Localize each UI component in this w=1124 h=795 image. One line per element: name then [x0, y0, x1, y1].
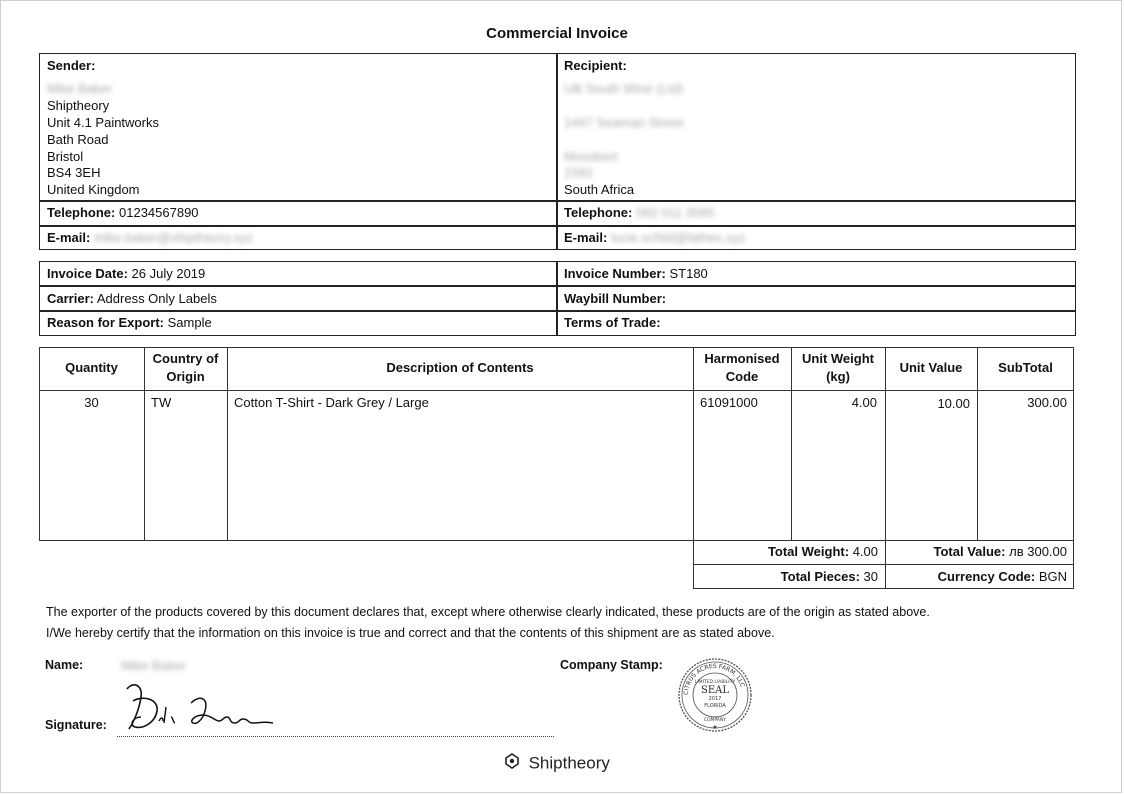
- signature-image: [119, 677, 279, 735]
- total-weight: Total Weight: 4.00: [767, 544, 878, 559]
- shiptheory-logo-icon: [504, 753, 520, 774]
- declaration-certify: I/We hereby certify that the information on this invoice is true and correct and that the contents of this shipment are as stated above.: [46, 626, 775, 640]
- sender-line: Bristol: [47, 149, 84, 164]
- cell-unit-weight: 4.00: [851, 395, 877, 410]
- svg-text:CITRUS ACRES FARM, LLC: CITRUS ACRES FARM, LLC: [682, 662, 746, 696]
- sender-telephone: Telephone: 01234567890: [47, 205, 199, 220]
- signature-label: Signature:: [45, 718, 107, 732]
- svg-text:COMPANY: COMPANY: [703, 718, 727, 723]
- recipient-city: Mossbert: [564, 149, 618, 164]
- recipient-email: E-mail: lucie.schild@lathes.xyz: [564, 230, 746, 245]
- header-unit-value: Unit Value: [899, 360, 963, 375]
- cell-country: TW: [151, 395, 172, 410]
- signature-line: [117, 736, 554, 737]
- sender-line: Unit 4.1 Paintworks: [47, 115, 159, 130]
- cell-subtotal: 300.00: [1027, 395, 1067, 410]
- recipient-postcode: 1582: [564, 165, 593, 180]
- svg-text:LIMITED LIABILITY: LIMITED LIABILITY: [694, 680, 736, 685]
- svg-text:2017: 2017: [708, 696, 722, 702]
- invoice-number: Invoice Number: ST180: [564, 266, 708, 281]
- header-harmonised-code: Harmonised Code: [704, 351, 780, 384]
- header-country-of-origin: Country of Origin: [152, 351, 219, 384]
- page-title: Commercial Invoice: [486, 25, 628, 42]
- header-unit-weight: Unit Weight (kg): [802, 351, 874, 384]
- footer-brand-name: Shiptheory: [528, 753, 610, 773]
- svg-text:★: ★: [712, 724, 718, 731]
- total-pieces: Total Pieces: 30: [780, 569, 878, 584]
- recipient-street: 1447 Seaman Street: [564, 115, 684, 130]
- sender-email: E-mail: mike.baker@shiptheory.xyz: [47, 230, 253, 245]
- sender-line: BS4 3EH: [47, 165, 101, 180]
- reason-for-export: Reason for Export: Sample: [47, 315, 212, 330]
- header-description: Description of Contents: [386, 360, 534, 375]
- signer-name: Mike Baker: [121, 658, 187, 673]
- cell-hs-code: 61091000: [700, 395, 758, 410]
- declaration-origin: The exporter of the products covered by this document declares that, except where otherwise clearly indicated, these products are of the origin as stated above.: [46, 605, 930, 619]
- name-label: Name:: [45, 658, 84, 672]
- sender-line: United Kingdom: [47, 182, 140, 197]
- header-quantity: Quantity: [65, 360, 118, 375]
- terms-of-trade: Terms of Trade:: [564, 315, 661, 330]
- carrier: Carrier: Address Only Labels: [47, 291, 217, 306]
- svg-text:SEAL: SEAL: [700, 685, 730, 696]
- svg-text:FLORIDA: FLORIDA: [704, 703, 726, 709]
- cell-description: Cotton T-Shirt - Dark Grey / Large: [234, 395, 429, 410]
- recipient-company: UB South Wine (Ltd): [564, 81, 684, 96]
- total-value: Total Value: лв 300.00: [933, 544, 1067, 559]
- recipient-label: Recipient:: [564, 58, 627, 73]
- company-stamp-label: Company Stamp:: [560, 658, 663, 672]
- cell-quantity: 30: [84, 395, 99, 410]
- recipient-telephone: Telephone: 082 011 3585: [564, 205, 715, 220]
- sender-line: Bath Road: [47, 132, 109, 147]
- footer-brand: [1, 753, 1113, 774]
- cell-unit-value: 10.00: [937, 396, 970, 411]
- waybill-number: Waybill Number:: [564, 291, 667, 306]
- invoice-date: Invoice Date: 26 July 2019: [47, 266, 206, 281]
- sender-label: Sender:: [47, 58, 96, 73]
- currency-code: Currency Code: BGN: [937, 569, 1067, 584]
- company-stamp-seal: [677, 657, 753, 733]
- header-subtotal: SubTotal: [998, 360, 1053, 375]
- sender-name: Mike Baker: [47, 81, 113, 96]
- recipient-country: South Africa: [564, 182, 635, 197]
- sender-line: Shiptheory: [47, 98, 110, 113]
